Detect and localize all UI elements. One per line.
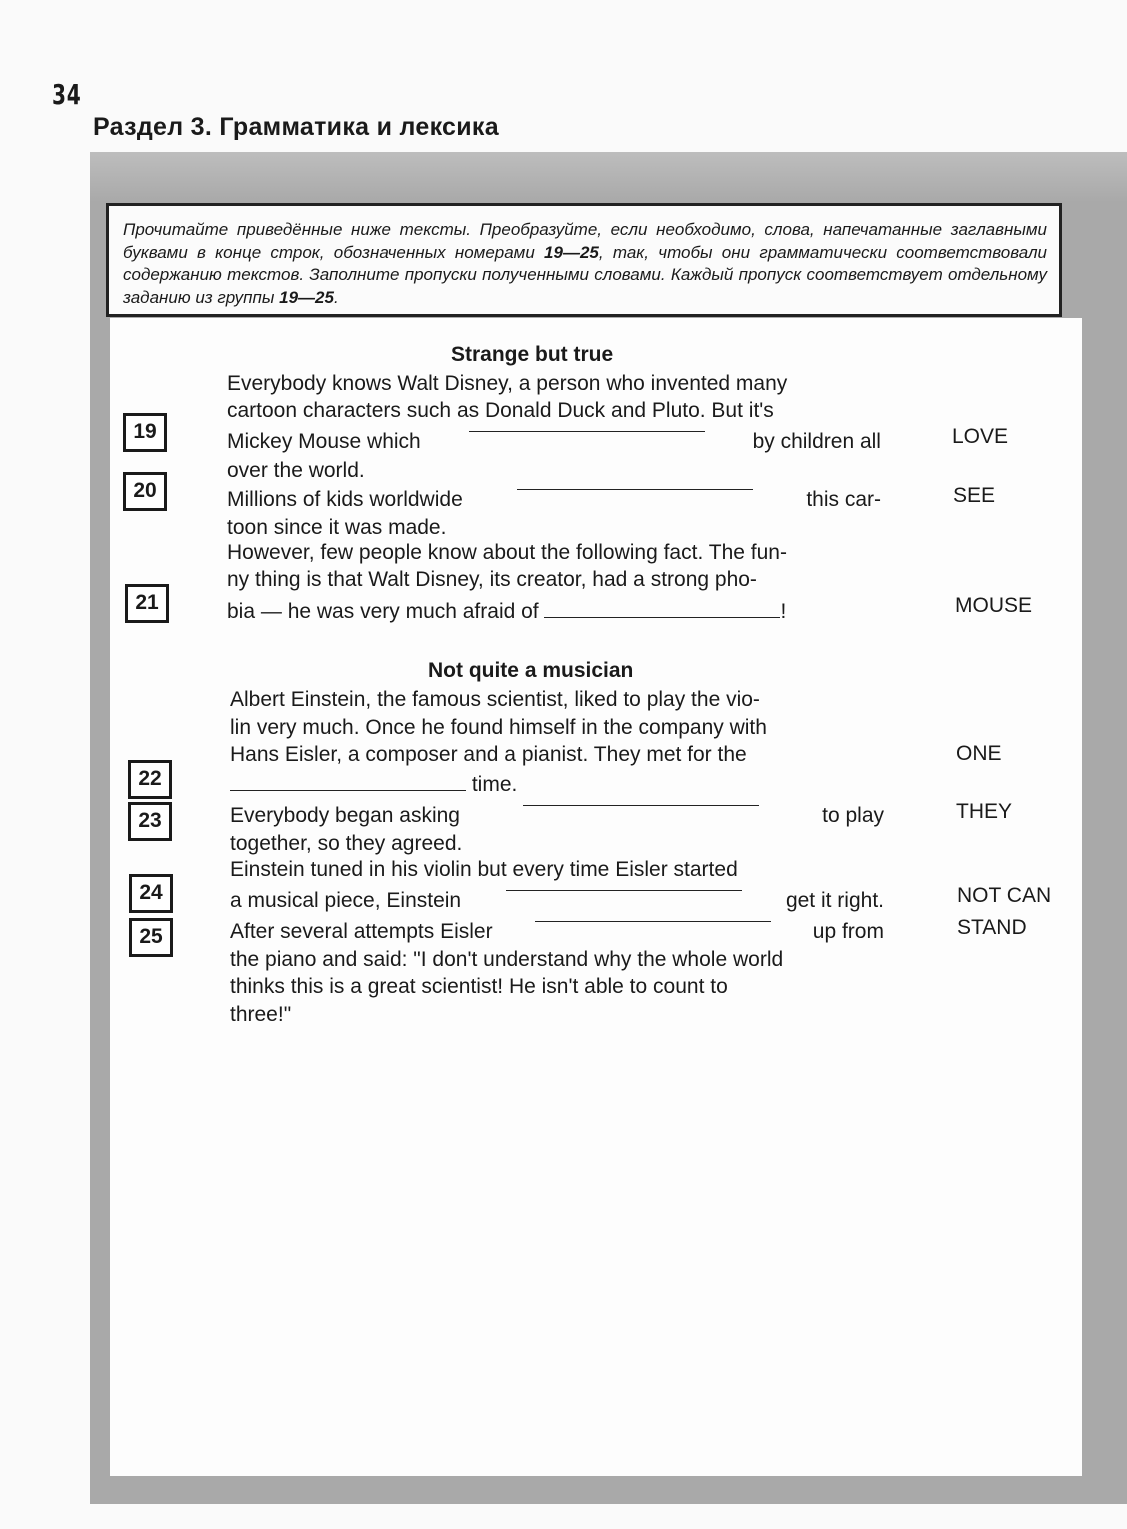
text-line: three!" <box>230 1003 292 1026</box>
task-number-23: 23 <box>128 802 172 841</box>
task-number-24: 24 <box>129 874 173 913</box>
base-word-23: THEY <box>956 800 1013 823</box>
text-line: a musical piece, Einstein get it right. <box>230 889 884 912</box>
answer-blank-23[interactable] <box>523 804 759 806</box>
section-title: Раздел 3. Грамматика и лексика <box>93 113 499 141</box>
text1-title: Strange but true <box>451 343 614 366</box>
text-line: thinks this is a great scientist! He isn't able to count to <box>230 975 728 998</box>
text-line: over the world. <box>227 459 365 482</box>
text-line: ny thing is that Walt Disney, its creator, had a strong pho- <box>227 568 757 591</box>
task-number-20: 20 <box>123 472 167 511</box>
answer-blank-21[interactable] <box>544 616 780 618</box>
answer-blank-22[interactable] <box>230 789 466 791</box>
base-word-25: STAND <box>957 916 1027 939</box>
text-line: Mickey Mouse which by children all <box>227 430 881 453</box>
text-line: bia — he was very much afraid of ! <box>227 600 787 623</box>
task-number-25: 25 <box>129 918 173 957</box>
text-line: Everybody began asking to play <box>230 804 884 827</box>
answer-blank-19[interactable] <box>469 430 705 432</box>
text-line: Everybody knows Walt Disney, a person who invented many <box>227 372 788 395</box>
base-word-19: LOVE <box>952 425 1009 448</box>
text-line: Albert Einstein, the famous scientist, liked to play the vio- <box>230 688 760 711</box>
task-number-21: 21 <box>125 584 169 623</box>
answer-blank-20[interactable] <box>517 488 753 490</box>
text-line: However, few people know about the following fact. The fun- <box>227 541 787 564</box>
text-line: lin very much. Once he found himself in the company with <box>230 716 767 739</box>
text-line: time. <box>230 773 517 797</box>
text-line: the piano and said: "I don't understand why the whole world <box>230 948 784 971</box>
instruction-box: Прочитайте приведённые ниже тексты. Преобразуйте, если необходимо, слова, напечатанные заглавными буквами в конце строк, обозначенных номерами 19—25, так, чтобы они грамматически соответствовали содержанию текстов. Заполните пропуски полученными словами. Каждый пропуск соответствует отдельному заданию из группы 19—25. <box>106 203 1062 317</box>
base-word-22: ONE <box>956 742 1002 765</box>
text-line: Einstein tuned in his violin but every time Eisler started <box>230 858 738 881</box>
text-line: After several attempts Eisler up from <box>230 920 884 943</box>
text-line: Hans Eisler, a composer and a pianist. They met for the <box>230 743 747 766</box>
task-number-19: 19 <box>123 413 167 452</box>
answer-blank-24[interactable] <box>506 889 742 891</box>
text-line: Millions of kids worldwide this car- <box>227 488 881 511</box>
answer-blank-25[interactable] <box>535 920 771 922</box>
base-word-21: MOUSE <box>955 594 1033 617</box>
text2-title: Not quite a musician <box>428 659 634 682</box>
base-word-24: NOT CAN <box>957 884 1052 907</box>
text-line: cartoon characters such as Donald Duck and Pluto. But it's <box>227 399 774 422</box>
text-line: toon since it was made. <box>227 516 447 539</box>
page-number: 34 <box>52 78 82 111</box>
base-word-20: SEE <box>953 484 996 507</box>
text-line: together, so they agreed. <box>230 832 463 855</box>
task-number-22: 22 <box>128 760 172 799</box>
